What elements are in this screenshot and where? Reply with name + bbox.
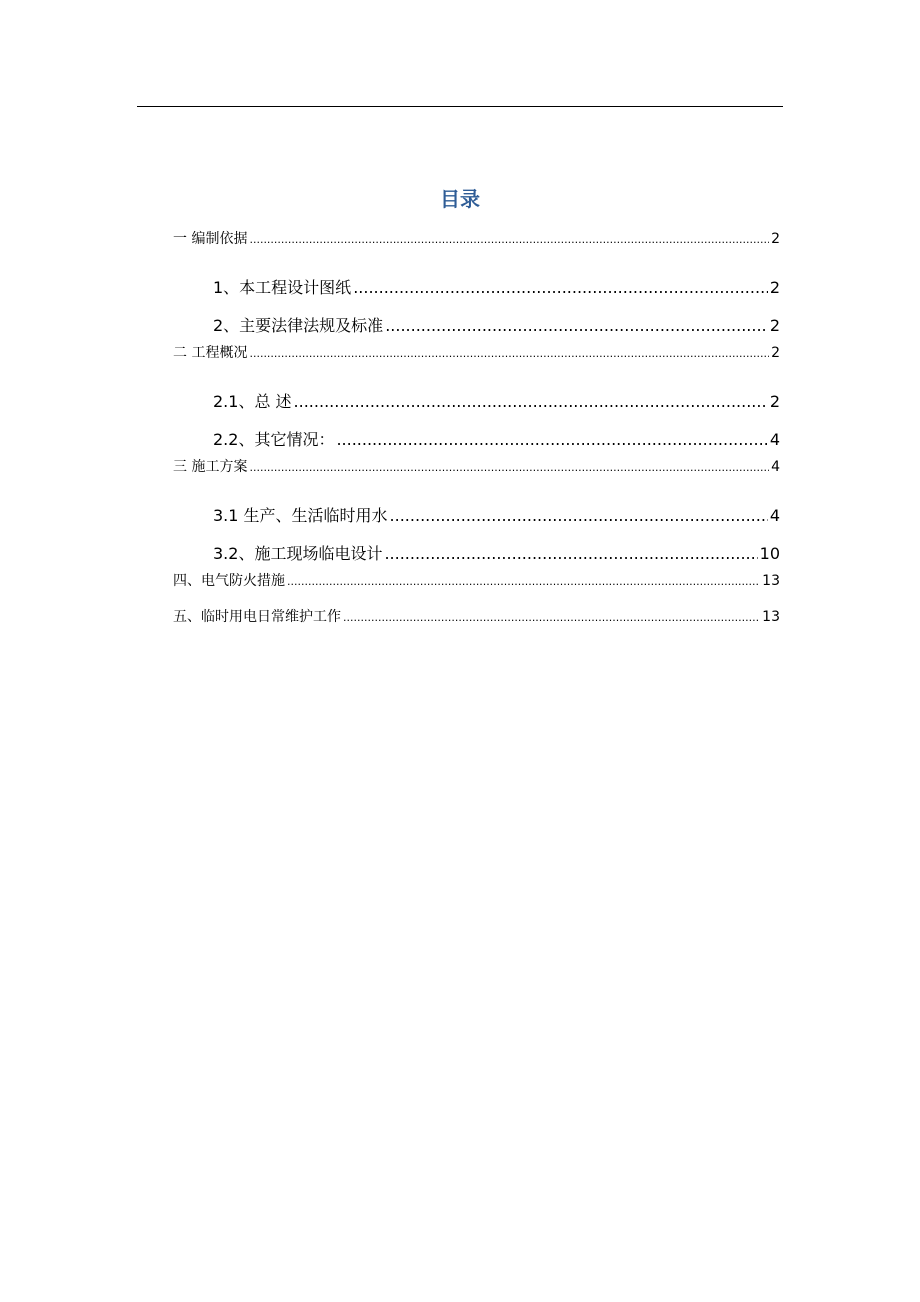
toc-dot-leader (287, 571, 760, 592)
toc-entry-page: 4 (769, 430, 780, 449)
toc-entry-1-2[interactable] (213, 315, 780, 337)
toc-entry-label: 3.2、施工现场临电设计 (213, 544, 383, 563)
toc-entry-label: 3.1 生产、生活临时用水 (213, 506, 388, 525)
toc-entry-page: 13 (762, 573, 780, 589)
toc-entry-page: 10 (759, 544, 780, 563)
toc-entry-4[interactable] (173, 571, 780, 592)
toc-entry-3[interactable] (173, 457, 780, 478)
toc-dot-leader (249, 229, 769, 250)
toc-dot-leader (336, 429, 767, 451)
toc-entry-label: 三 施工方案 (173, 459, 248, 475)
toc-entry-label: 四、电气防火措施 (173, 573, 285, 589)
toc-dot-leader (294, 391, 768, 413)
toc-entry-label: 2.1、总 述 (213, 392, 292, 411)
toc-entry-label: 一 编制依据 (173, 231, 248, 247)
toc-entry-2-2[interactable] (213, 429, 780, 451)
toc-entry-2[interactable] (173, 343, 780, 364)
toc-dot-leader (249, 457, 769, 478)
toc-entry-page: 4 (769, 506, 780, 525)
toc-title: 目录 (440, 187, 480, 211)
toc-entry-3-2[interactable] (213, 543, 780, 565)
toc-entry-label: 二 工程概况 (173, 345, 248, 361)
toc-entry-1[interactable] (173, 229, 780, 250)
toc-entry-label: 1、本工程设计图纸 (213, 278, 352, 297)
toc-entry-page: 2 (771, 345, 780, 361)
toc-entry-label: 五、临时用电日常维护工作 (173, 609, 341, 625)
toc-entry-page: 2 (769, 316, 780, 335)
toc-dot-leader (353, 277, 768, 299)
toc-dot-leader (385, 315, 768, 337)
toc-entry-page: 13 (762, 609, 780, 625)
toc-dot-leader (390, 505, 768, 527)
header-rule (137, 106, 783, 107)
toc-entry-2-1[interactable] (213, 391, 780, 413)
toc-dot-leader (384, 543, 757, 565)
toc-entry-page: 2 (771, 231, 780, 247)
toc-entry-3-1[interactable] (213, 505, 780, 527)
toc-entry-1-1[interactable] (213, 277, 780, 299)
toc-entry-page: 2 (769, 392, 780, 411)
toc-entry-page: 2 (769, 278, 780, 297)
toc-dot-leader (249, 343, 769, 364)
toc-entry-5[interactable] (173, 607, 780, 628)
toc-entry-label: 2、主要法律法规及标准 (213, 316, 384, 335)
toc-dot-leader (343, 607, 760, 628)
toc-entry-page: 4 (771, 459, 780, 475)
toc-entry-label: 2.2、其它情况： (213, 430, 335, 449)
